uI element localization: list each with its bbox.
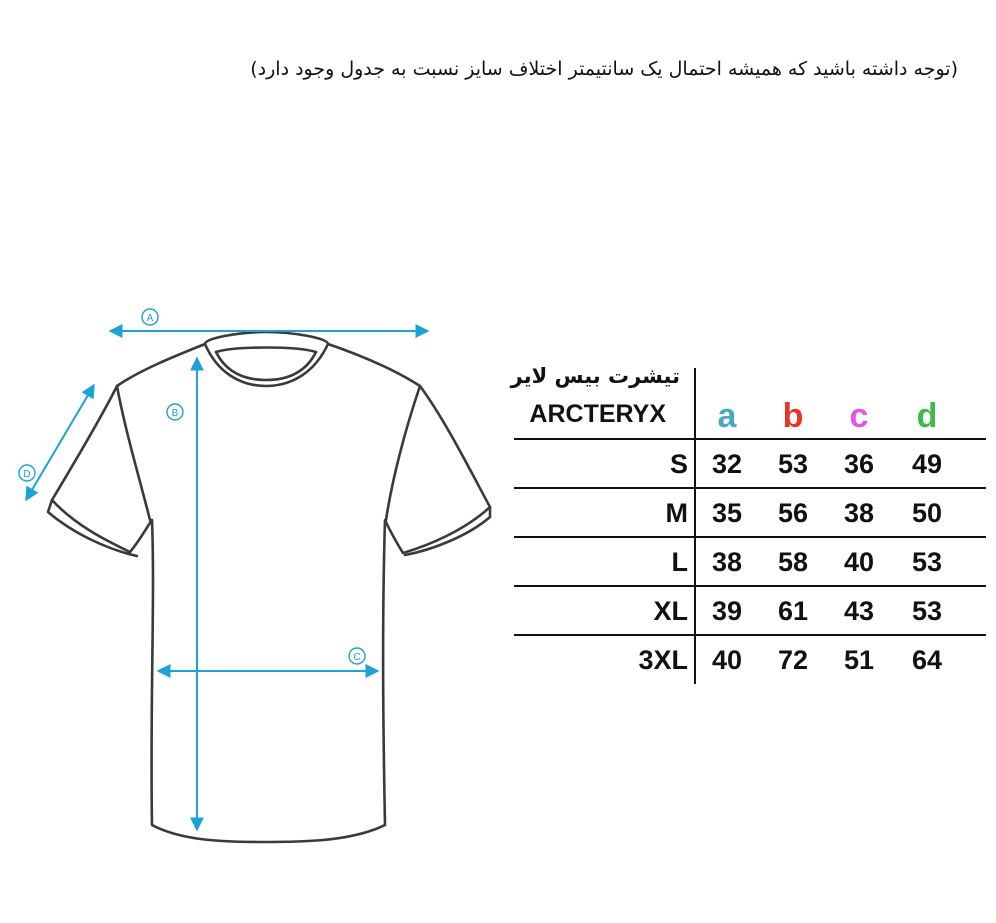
size-value-cell: 58 — [777, 547, 809, 577]
size-label: S — [669, 449, 688, 479]
size-value-cell: 35 — [711, 498, 743, 528]
size-label: 3XL — [638, 645, 688, 675]
table-row-divider — [514, 438, 986, 440]
size-disclaimer-note: (توجه داشته باشید که همیشه احتمال یک سانتیمتر اختلاف سایز نسبت به جدول وجود دارد) — [250, 58, 958, 80]
size-value-cell: 32 — [711, 449, 743, 479]
size-value-cell: 49 — [911, 449, 943, 479]
table-row-divider — [514, 536, 986, 538]
label-a: A — [146, 313, 154, 324]
size-value-cell: 61 — [777, 596, 809, 626]
size-value-cell: 38 — [843, 498, 875, 528]
size-value-cell: 36 — [843, 449, 875, 479]
size-label: M — [665, 498, 688, 528]
measurement-badges — [19, 309, 365, 664]
column-header-a: a — [717, 397, 737, 435]
measurement-arrows — [26, 331, 428, 830]
tshirt-outline — [48, 332, 490, 842]
label-c: C — [353, 652, 361, 663]
label-d: D — [23, 469, 31, 480]
size-value-cell: 50 — [911, 498, 943, 528]
size-value-cell: 40 — [711, 645, 743, 675]
table-row-divider — [514, 487, 986, 489]
size-value-cell: 53 — [911, 596, 943, 626]
size-value-cell: 72 — [777, 645, 809, 675]
size-value-cell: 56 — [777, 498, 809, 528]
table-title-en: ARCTERYX — [529, 400, 666, 428]
column-header-b: b — [782, 397, 804, 435]
label-b: B — [171, 408, 179, 419]
size-value-cell: 64 — [911, 645, 943, 675]
size-value-cell: 40 — [843, 547, 875, 577]
table-row-divider — [514, 634, 986, 636]
column-header-d: d — [916, 397, 938, 435]
column-header-c: c — [849, 397, 869, 435]
table-vertical-divider — [694, 368, 696, 684]
measure-d-arrow — [26, 385, 94, 500]
size-value-cell: 51 — [843, 645, 875, 675]
size-value-cell: 53 — [911, 547, 943, 577]
size-value-cell: 38 — [711, 547, 743, 577]
size-value-cell: 43 — [843, 596, 875, 626]
size-label: XL — [653, 596, 688, 626]
size-value-cell: 53 — [777, 449, 809, 479]
table-row-divider — [514, 585, 986, 587]
size-value-cell: 39 — [711, 596, 743, 626]
size-label: L — [671, 547, 688, 577]
table-title-fa: تیشرت بیس لایر — [510, 364, 680, 388]
